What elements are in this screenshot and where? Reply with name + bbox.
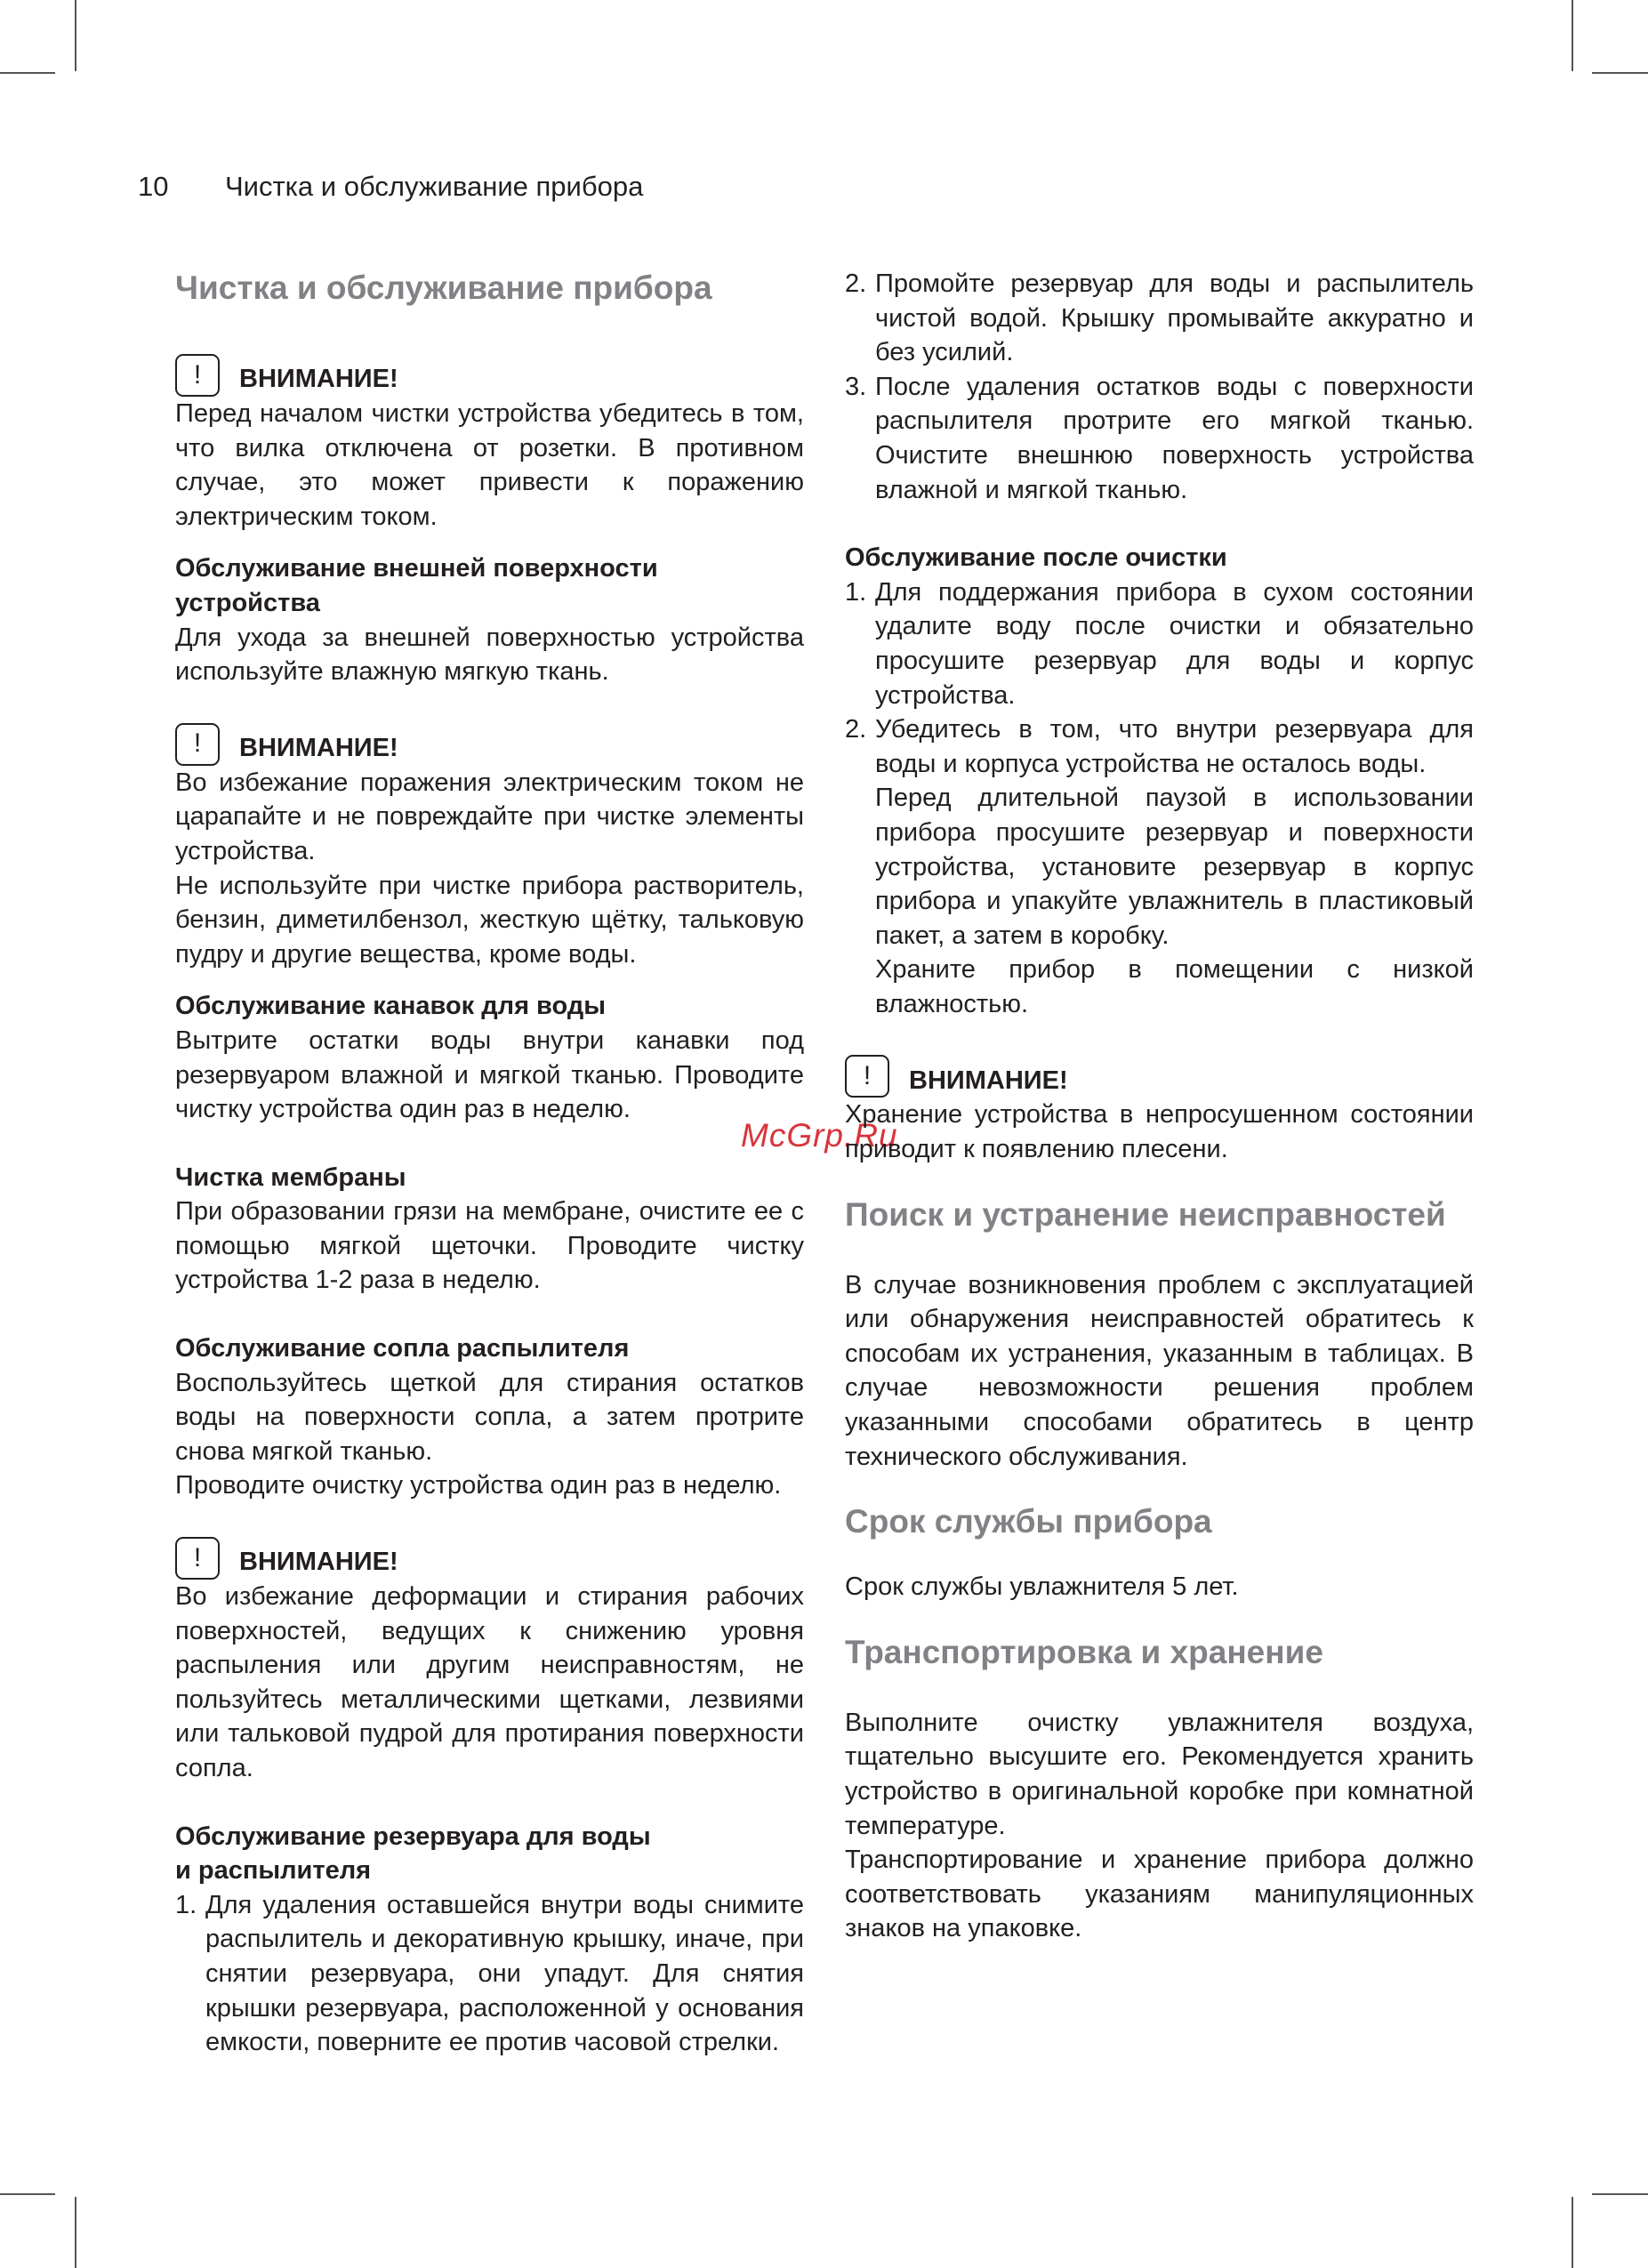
crop-mark	[75, 0, 76, 71]
subsection-exterior	[175, 551, 804, 688]
paragraph: Проводите очистку устройства один раз в неделю.	[175, 1471, 782, 1500]
crop-mark	[1592, 2193, 1648, 2195]
subsection-heading: Обслуживание внешней поверхности устройства	[175, 554, 658, 617]
numbered-list	[175, 1888, 804, 2060]
paragraph: Воспользуйтесь щеткой для стирания остатков воды на поверхности сопла, а затем протрите снова мягкой тканью.	[175, 1368, 804, 1466]
subsection-heading: Чистка мембраны	[175, 1162, 406, 1192]
list-item: 1. Для удаления оставшейся внутри воды снимите распылитель и декоративную крышку, иначе, при снятии резервуара, они упадут. Для снятия крышки резервуара, расположенной у основания емкости, поверните ее против часовой стрелки.	[175, 1890, 804, 2057]
subsection-heading: Обслуживание сопла распылителя	[175, 1334, 630, 1363]
paragraph: При образовании грязи на мембране, очистите ее с помощью мягкой щеточки. Проводите чистку устройства 1-2 раза в неделю.	[175, 1197, 804, 1295]
section-title-transport: Транспортировка и хранение	[845, 1633, 1323, 1670]
warning-text: Не используйте при чистке прибора растворитель, бензин, диметилбензол, жесткую щётку, тальковую пудру и другие вещества, кроме воды.	[175, 871, 804, 969]
paragraph: Для ухода за внешней поверхностью устройства используйте влажную мягкую ткань.	[175, 623, 804, 687]
subsection-nozzle	[175, 1331, 804, 1503]
paragraph: Храните прибор в помещении с низкой влажностью.	[875, 955, 1474, 1018]
paragraph: Вытрите остатки воды внутри канавки под резервуаром влажной и мягкой тканью. Проводите чистку устройства один раз в неделю.	[175, 1025, 804, 1124]
crop-mark	[0, 2193, 55, 2195]
page-number: 10	[138, 171, 169, 202]
crop-mark	[0, 72, 55, 74]
warning-text: Хранение устройства в непросушенном состоянии приводит к появлению плесени.	[845, 1100, 1474, 1164]
section-title-service-life: Срок службы прибора	[845, 1503, 1212, 1540]
numbered-list	[845, 575, 1474, 1022]
subsection-tank	[175, 1820, 804, 2060]
crop-mark	[75, 2197, 76, 2268]
paragraph: Выполните очистку увлажнителя воздуха, тщательно высушите его. Рекомендуется хранить устройство в оригинальной коробке при комнатной температуре.	[845, 1708, 1474, 1840]
warning-text: Перед началом чистки устройства убедитесь в том, что вилка отключена от розетки. В противном случае, это может привести к поражению электрическим током.	[175, 399, 804, 531]
warning-title: ВНИМАНИЕ!	[239, 734, 398, 763]
list-item: 2. Промойте резервуар для воды и распылитель чистой водой. Крышку промывайте аккуратно и без усилий.	[845, 269, 1474, 367]
paragraph: Перед длительной паузой в использовании прибора просушите резервуар и поверхности устройства, установите резервуар в корпус прибора и упакуйте увлажнитель в пластиковый пакет, а затем в коробку.	[875, 784, 1474, 950]
list-item: 3. После удаления остатков воды с поверхности распылителя протрите его мягкой тканью. Очистите внешнюю поверхность устройства влажной и мягкой тканью.	[845, 372, 1474, 504]
exclamation-icon: !	[175, 723, 220, 766]
section-title-cleaning: Чистка и обслуживание прибора	[175, 269, 712, 306]
exclamation-icon: !	[175, 354, 220, 397]
paragraph: Срок службы увлажнителя 5 лет.	[845, 1572, 1239, 1602]
crop-mark	[1572, 2197, 1573, 2268]
left-column	[175, 267, 804, 2060]
paragraph: Убедитесь в том, что внутри резервуара для воды и корпуса устройства не осталось воды.	[875, 715, 1474, 778]
warning-title: ВНИМАНИЕ!	[909, 1066, 1068, 1095]
subsection-channels	[175, 989, 804, 1126]
warning-block	[175, 1528, 804, 1786]
paragraph: Транспортирование и хранение прибора должно соответствовать указаниям манипуляционных знаков на упаковке.	[845, 1846, 1474, 1943]
page-header	[138, 169, 643, 205]
subsection-membrane	[175, 1161, 804, 1298]
list-item: 1. Для поддержания прибора в сухом состоянии удалите воду после очистки и обязательно просушите резервуар для воды и корпус устройства.	[845, 577, 1474, 710]
paragraph: В случае возникновения проблем с эксплуатацией или обнаружения неисправностей обратитесь к способам их устранения, указанным в таблицах. В случае невозможности решения проблем указанными способами обратитесь в центр технического обслуживания.	[845, 1270, 1474, 1471]
warning-text: Во избежание поражения электрическим током не царапайте и не повреждайте при чистке элементы устройства.	[175, 768, 804, 865]
section-title-troubleshooting: Поиск и устранение неисправностей	[845, 1195, 1446, 1233]
warning-block	[845, 1046, 1474, 1166]
watermark: McGrp.Ru	[741, 1117, 898, 1154]
warning-text: Во избежание деформации и стирания рабочих поверхностей, ведущих к снижению уровня распыления или другим неисправностям, не пользуйтесь металлическими щетками, лезвиями или тальковой пудрой для протирания поверхности сопла.	[175, 1582, 804, 1782]
subsection-heading: Обслуживание резервуара для воды	[175, 1822, 651, 1851]
subsection-heading: и распылителя	[175, 1856, 372, 1886]
subsection-heading: Обслуживание канавок для воды	[175, 992, 607, 1021]
warning-title: ВНИМАНИЕ!	[239, 365, 398, 394]
crop-mark	[1572, 0, 1573, 71]
warning-block	[175, 714, 804, 972]
right-column	[845, 267, 1474, 1946]
exclamation-icon: !	[845, 1055, 889, 1098]
subsection-heading: Обслуживание после очистки	[845, 543, 1227, 573]
warning-title: ВНИМАНИЕ!	[239, 1548, 398, 1577]
exclamation-icon: !	[175, 1537, 220, 1580]
running-title: Чистка и обслуживание прибора	[225, 171, 644, 202]
warning-block	[175, 345, 804, 534]
list-item: 2. Убедитесь в том, что внутри резервуара для воды и корпуса устройства не осталось воды. Перед длительной паузой в использовании прибора просушите резервуар и поверхности устройства, установите резервуар в корпус прибора и упакуйте увлажнитель в пластиковый пакет, а затем в коробку. Храните прибор в помещении с низкой влажностью.	[845, 712, 1474, 1021]
crop-mark	[1592, 72, 1648, 74]
subsection-after-cleaning	[845, 541, 1474, 1021]
numbered-list	[845, 267, 1474, 507]
